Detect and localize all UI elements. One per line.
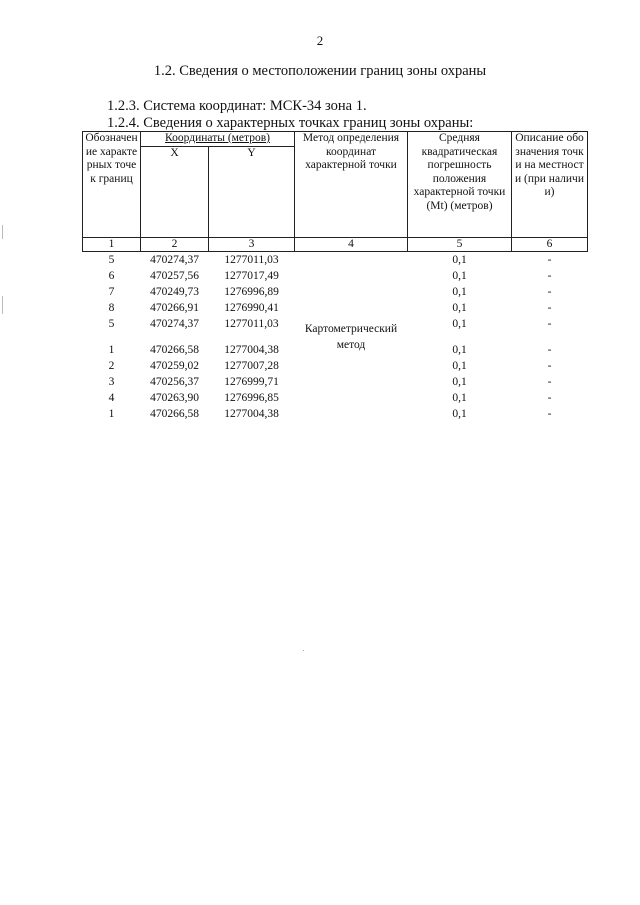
error-cell: 0,1 <box>452 285 467 298</box>
coordinates-table <box>82 131 588 422</box>
error-cell: 0,1 <box>452 391 467 404</box>
x-cell: 470259,02 <box>150 359 199 372</box>
spacer-cell <box>83 332 141 342</box>
header-y: Y <box>209 146 295 237</box>
header-error: Средняя квадратическая погрешность положения характерной точки (Mt) (метров) <box>408 132 512 238</box>
scan-mark <box>303 650 304 651</box>
description-cell: - <box>547 301 552 314</box>
point-cell: 7 <box>108 285 115 298</box>
y-cell: 1276996,89 <box>224 285 279 298</box>
point-cell: 5 <box>108 317 115 330</box>
error-cell: 0,1 <box>452 253 467 266</box>
description-cell: - <box>547 269 552 282</box>
y-cell: 1276999,71 <box>224 375 279 388</box>
description-cell: - <box>547 359 552 372</box>
column-number: 4 <box>295 237 408 251</box>
column-number: 6 <box>512 237 588 251</box>
column-number: 2 <box>141 237 209 251</box>
description-cell: - <box>547 285 552 298</box>
y-cell: 1277007,28 <box>224 359 279 372</box>
error-cell: 0,1 <box>452 269 467 282</box>
error-cell: 0,1 <box>452 343 467 356</box>
column-numbers-row <box>83 237 588 251</box>
x-cell: 470274,37 <box>150 253 199 266</box>
x-cell: 470263,90 <box>150 391 199 404</box>
point-cell: 6 <box>108 269 115 282</box>
spacer-cell <box>209 332 295 342</box>
x-cell: 470256,37 <box>150 375 199 388</box>
header-description: Описание обозначения точки на местности (при наличии) <box>512 132 588 238</box>
x-cell: 470266,91 <box>150 301 199 314</box>
point-cell: 1 <box>108 343 115 356</box>
x-cell: 470266,58 <box>150 343 199 356</box>
header-method: Метод определения координат характерной точки <box>295 132 408 238</box>
scan-mark <box>2 296 3 314</box>
error-cell: 0,1 <box>452 359 467 372</box>
section-title: 1.2. Сведения о местоположении границ зоны охраны <box>153 63 487 79</box>
y-cell: 1277011,03 <box>224 317 279 330</box>
error-cell: 0,1 <box>452 375 467 388</box>
method-cell: Картометрический метод <box>304 322 398 351</box>
y-cell: 1276990,41 <box>224 301 279 314</box>
y-cell: 1277017,49 <box>224 269 279 282</box>
table-row <box>83 251 588 268</box>
scan-mark <box>2 225 3 239</box>
description-cell: - <box>547 253 552 266</box>
points-title-line: 1.2.4. Сведения о характерных точках границ зоны охраны: <box>107 115 474 131</box>
description-cell: - <box>547 343 552 356</box>
spacer-cell <box>512 332 588 342</box>
point-cell: 3 <box>108 375 115 388</box>
y-cell: 1277004,38 <box>224 407 279 420</box>
y-cell: 1277004,38 <box>224 343 279 356</box>
spacer-cell <box>408 332 512 342</box>
page-number: 2 <box>316 33 324 48</box>
column-number: 3 <box>209 237 295 251</box>
column-number: 1 <box>83 237 141 251</box>
error-cell: 0,1 <box>452 301 467 314</box>
error-cell: 0,1 <box>452 407 467 420</box>
point-cell: 2 <box>108 359 115 372</box>
x-cell: 470266,58 <box>150 407 199 420</box>
y-cell: 1277011,03 <box>224 253 279 266</box>
point-cell: 1 <box>108 407 115 420</box>
point-cell: 5 <box>108 253 115 266</box>
description-cell: - <box>547 407 552 420</box>
header-coordinates-group: Координаты (метров) <box>141 132 295 147</box>
point-cell: 8 <box>108 301 115 314</box>
column-number: 5 <box>408 237 512 251</box>
error-cell: 0,1 <box>452 317 467 330</box>
point-cell: 4 <box>108 391 115 404</box>
x-cell: 470257,56 <box>150 269 199 282</box>
coordinate-system-line: 1.2.3. Система координат: МСК-34 зона 1. <box>107 98 367 114</box>
y-cell: 1276996,85 <box>224 391 279 404</box>
x-cell: 470249,73 <box>150 285 199 298</box>
description-cell: - <box>547 375 552 388</box>
description-cell: - <box>547 391 552 404</box>
spacer-cell <box>141 332 209 342</box>
header-x: X <box>141 146 209 237</box>
header-point-designation: Обозначение характерных точек границ <box>83 132 141 238</box>
x-cell: 470274,37 <box>150 317 199 330</box>
description-cell: - <box>547 317 552 330</box>
